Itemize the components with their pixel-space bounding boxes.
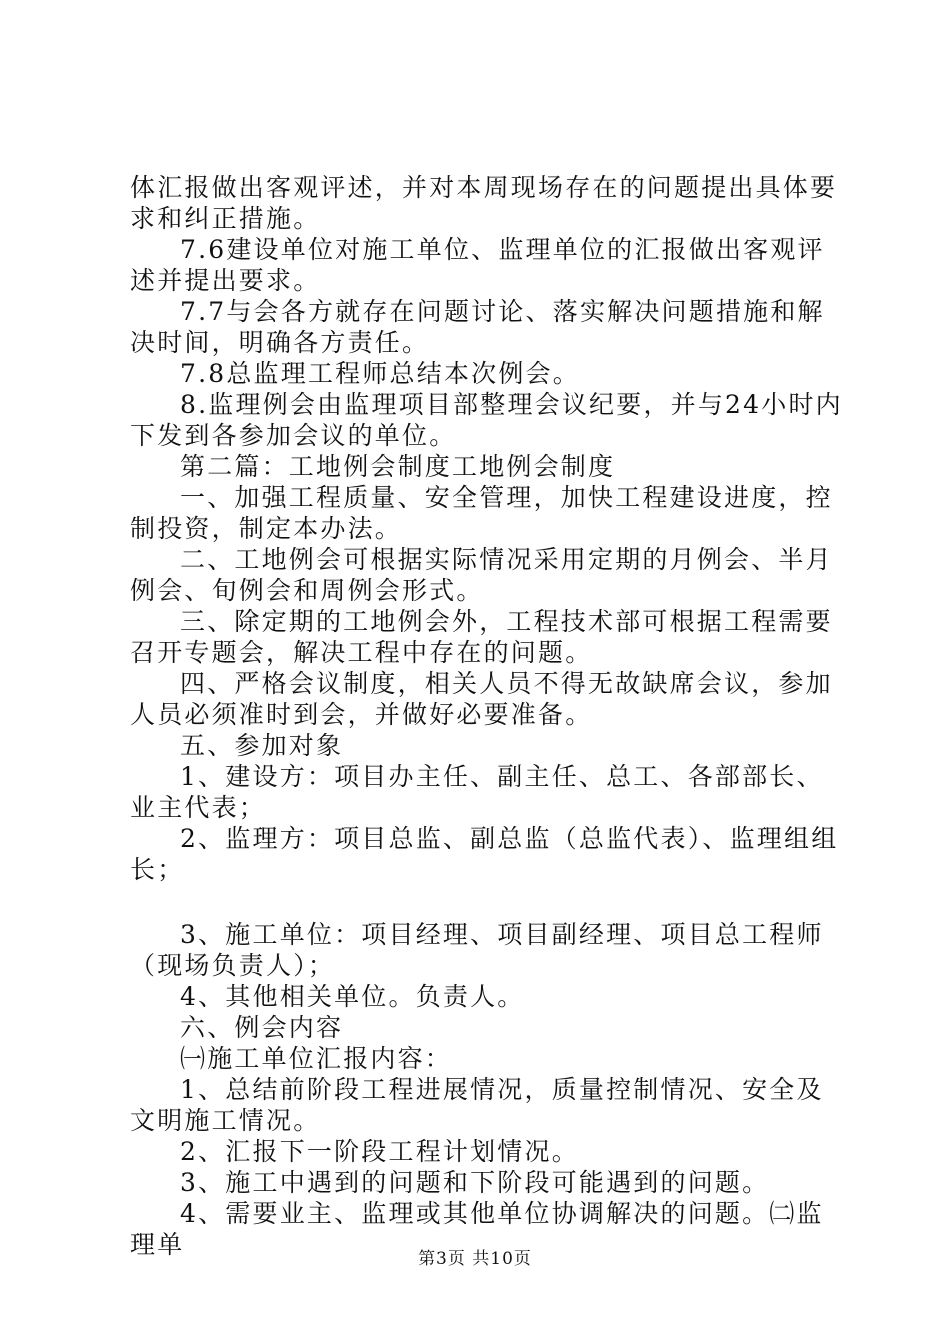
list-item: 2、监理方：项目总监、副总监（总监代表）、监理组组长；: [130, 824, 839, 884]
list-item: 3、施工中遇到的问题和下阶段可能遇到的问题。: [180, 1168, 770, 1197]
list-item: 3、施工单位：项目经理、项目副经理、项目总工程师（现场负责人）；: [130, 920, 824, 980]
paragraph: 二、工地例会可根据实际情况采用定期的月例会、半月例会、旬例会和周例会形式。: [130, 545, 833, 605]
list-item: 1、总结前阶段工程进展情况，质量控制情况、安全及文明施工情况。: [130, 1075, 824, 1135]
section-heading: 第二篇：工地例会制度工地例会制度: [180, 452, 616, 481]
paragraph: 四、严格会议制度，相关人员不得无故缺席会议，参加人员必须准时到会，并做好必要准备。: [130, 669, 833, 729]
paragraph: 一、加强工程质量、安全管理，加快工程建设进度，控制投资，制定本办法。: [130, 483, 833, 543]
document-body: [130, 172, 845, 1260]
paragraph: 五、参加对象: [180, 731, 344, 760]
list-item: 2、汇报下一阶段工程计划情况。: [180, 1137, 579, 1166]
paragraph: ㈠施工单位汇报内容：: [180, 1044, 453, 1073]
list-item: 1、建设方：项目办主任、副主任、总工、各部部长、业主代表；: [130, 762, 824, 822]
paragraph: 8.监理例会由监理项目部整理会议纪要，并与24小时内下发到各参加会议的单位。: [130, 390, 843, 450]
paragraph: 7.6建设单位对施工单位、监理单位的汇报做出客观评述并提出要求。: [130, 235, 825, 295]
paragraph: 体汇报做出客观评述，并对本周现场存在的问题提出具体要求和纠正措施。: [130, 173, 838, 233]
blank-line: [130, 885, 845, 919]
paragraph: 三、除定期的工地例会外，工程技术部可根据工程需要召开专题会，解决工程中存在的问题。: [130, 607, 833, 667]
paragraph: 六、例会内容: [180, 1013, 344, 1042]
list-item: 4、需要业主、监理或其他单位协调解决的问题。㈡监理单: [130, 1199, 824, 1259]
page-number-footer: 第3页 共10页: [418, 1249, 532, 1269]
paragraph: 7.8总监理工程师总结本次例会。: [180, 359, 580, 388]
paragraph: 7.7与会各方就存在问题讨论、落实解决问题措施和解决时间，明确各方责任。: [130, 297, 825, 357]
list-item: 4、其他相关单位。负责人。: [180, 982, 525, 1011]
